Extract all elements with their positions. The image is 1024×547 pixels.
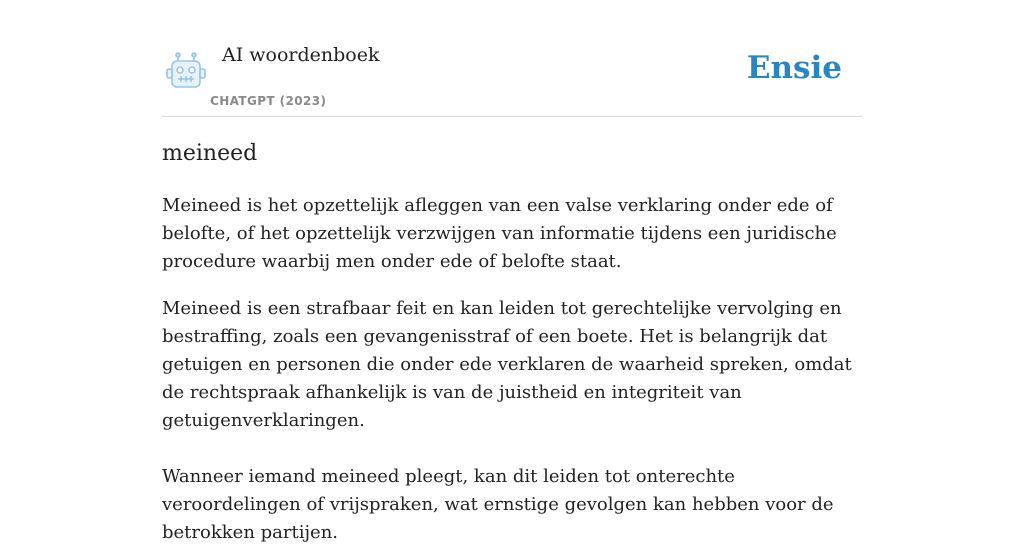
- definition-content: [162, 138, 862, 547]
- source-title: AI woordenboek: [222, 44, 380, 66]
- source-header: [162, 36, 862, 117]
- definition-paragraph: Meineed is een strafbaar feit en kan leiden tot gerechtelijke vervolging en bestraffing, zoals een gevangenisstraf of een boete. Het is belangrijk dat getuigen en personen die onder ede verklaren de waarheid spreken, omdat de rechtspraak afhankelijk is van de juistheid en integriteit van getuigenverklaringen.: [162, 298, 852, 431]
- definition-paragraph: Meineed is het opzettelijk afleggen van een valse verklaring onder ede of belofte, of het opzettelijk verzwijgen van informatie tijdens een juridische procedure waarbij men onder ede of belofte staat.: [162, 195, 837, 272]
- definition-paragraph: Wanneer iemand meineed pleegt, kan dit leiden tot onterechte veroordelingen of vrijspraken, wat ernstige gevolgen kan hebben voor de betrokken partijen.: [162, 466, 834, 543]
- brand-logo[interactable]: Ensie: [746, 50, 842, 86]
- robot-icon: [166, 52, 206, 90]
- term-heading: meineed: [162, 141, 258, 166]
- source-subtitle: CHATGPT (2023): [210, 94, 327, 108]
